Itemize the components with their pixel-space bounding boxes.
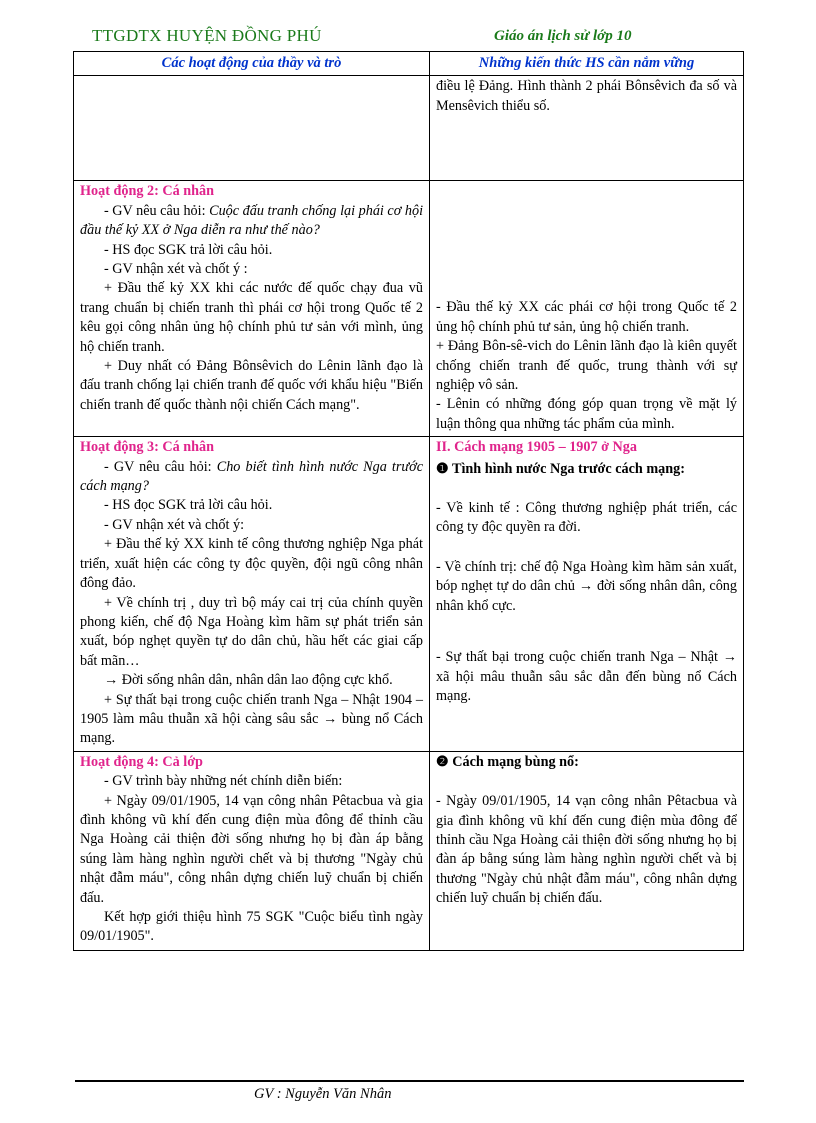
subsection-title: ❶ Tình hình nước Nga trước cách mạng: [436,460,685,477]
text: + Đầu thế kỷ XX khi các nước đế quốc chạy đua vũ trang chuẩn bị chiến tranh thì phái cơ hội trong Quốc tế 2 kêu gọi công nhân ủng hộ chính phủ tư sản với mình, ủng hộ chiến tranh. [80,280,423,355]
text: - Về kinh tế : Công thương nghiệp phát triển, các công ty độc quyền ra đời. [436,500,737,536]
text: - GV trình bày những nét chính diễn biến: [104,773,343,790]
footer-divider [75,1080,744,1082]
text: + Duy nhất có Đảng Bônsêvich do Lênin lãnh đạo là đấu tranh chống lại chiến tranh đế quốc với khẩu hiệu "Biến chiến tranh đế quốc thành nội chiến Cách mạng". [80,358,423,413]
text: - GV nhận xét và chốt ý: [104,516,245,533]
text: - HS đọc SGK trả lời câu hỏi. [104,497,273,514]
text: - GV nhận xét và chốt ý : [104,261,248,278]
text: - GV nêu câu hỏi: [104,458,217,475]
text: + Về chính trị , duy trì bộ máy cai trị của chính quyền phong kiến, chế độ Nga Hoàng kìm hãm sự phát triển sản xuất, bóp nghẹt quyền tự do dân chủ, hầu hết các giai cấp bất mãn… [80,594,423,669]
text: Kết hợp giới thiệu hình 75 SGK "Cuộc biểu tình ngày 09/01/1905". [80,909,423,945]
text: - Đầu thế kỷ XX các phái cơ hội trong Quốc tế 2 ủng hộ chính phủ tư sản, ủng hộ chiến tranh. [436,299,737,335]
activity-heading: Hoạt động 4: Cả lớp [80,753,203,770]
text: - HS đọc SGK trả lời câu hỏi. [104,241,273,258]
table-row [74,181,744,437]
row4-left-cell [74,751,430,950]
text: - Lênin có những đóng góp quan trọng về mặt lý luận thông qua những tác phẩm của mình. [436,396,737,432]
row2-right-cell [430,181,744,437]
row1-right-cell [430,76,744,181]
header-subject: Giáo án lịch sử lớp 10 [494,28,632,44]
text: + Đầu thế kỷ XX kinh tế công thương nghiệp Nga phát triển, xuất hiện các công ty độc quyền, đội ngũ công nhân đông đảo. [80,536,423,592]
row3-right-cell [430,437,744,752]
row3-left-cell [74,437,430,752]
text: - GV nêu câu hỏi: [104,202,210,219]
row1-knowledge-text: điều lệ Đảng. Hình thành 2 phái Bônsêvich đa số và Mensêvich thiểu số. [436,78,737,114]
text: + Sự thất bại trong cuộc chiến tranh Nga – Nhật 1904 – 1905 làm mâu thuẫn xã hội càng sâu sắc → bùng nổ Cách mạng. [80,691,423,747]
text: - Về chính trị: chế độ Nga Hoàng kìm hãm sản xuất, bóp nghẹt tự do dân chủ → đời sống nhân dân, công nhân khổ cực. [436,558,737,614]
text: - Sự thất bại trong cuộc chiến tranh Nga – Nhật → xã hội mâu thuẫn sâu sắc dẫn đến bùng nổ Cách mạng. [436,649,737,704]
question-text: Cho biết tình hình nước Nga trước cách mạng? [80,458,424,495]
row2-left-cell [74,181,430,437]
text: → Đời sống nhân dân, nhân dân lao động cực khổ. [104,672,393,689]
row4-right-cell [430,751,744,950]
table-row [74,76,744,181]
text: + Ngày 09/01/1905, 14 vạn công nhân Pêtacbua và gia đình không vũ khí đến cung điện mùa đông để thỉnh cầu Nga Hoàng cải thiện đời sống nhưng họ bị đàn áp bằng súng làm hàng nghìn người chết và bị thương "Ngày chủ nhật đẫm máu", công nhân dựng chiến luỹ chuẩn bị chiến đấu. [80,792,423,906]
activity-heading: Hoạt động 2: Cá nhân [80,183,215,200]
table-row [74,437,744,752]
subsection-title: ❷ Cách mạng bùng nổ: [436,753,579,770]
footer-teacher: GV : Nguyễn Văn Nhân [254,1086,392,1102]
text: + Đảng Bôn-sê-vich do Lênin lãnh đạo là kiên quyết chống chiến tranh đế quốc, trung thành với sự nghiệp vô sản. [436,338,737,394]
lesson-table [73,51,744,951]
column-header-activities: Các hoạt động của thầy và trò [74,52,430,76]
header-school-name: TTGDTX HUYỆN ĐỒNG PHÚ [92,26,322,45]
activity-heading: Hoạt động 3: Cá nhân [80,439,215,456]
question-text: Cuộc đấu tranh chống lại phái cơ hội đầu thế kỷ XX ở Nga diễn ra như thế nào? [80,202,424,239]
section-title: II. Cách mạng 1905 – 1907 ở Nga [436,439,637,456]
column-header-knowledge: Những kiến thức HS cần nắm vững [430,52,744,76]
row1-left-cell [74,76,430,181]
text: - Ngày 09/01/1905, 14 vạn công nhân Pêtacbua và gia đình không vũ khí đến cung điện mùa đông để thỉnh cầu Nga Hoàng cải thiện đời sống nhưng họ bị đàn áp bằng súng làm hàng nghìn người chết và bị thương "Ngày chủ nhật đẫm máu", công nhân dựng chiến luỹ chuẩn bị chiến đấu. [436,793,737,907]
table-row [74,751,744,950]
table-header-row [74,52,744,76]
